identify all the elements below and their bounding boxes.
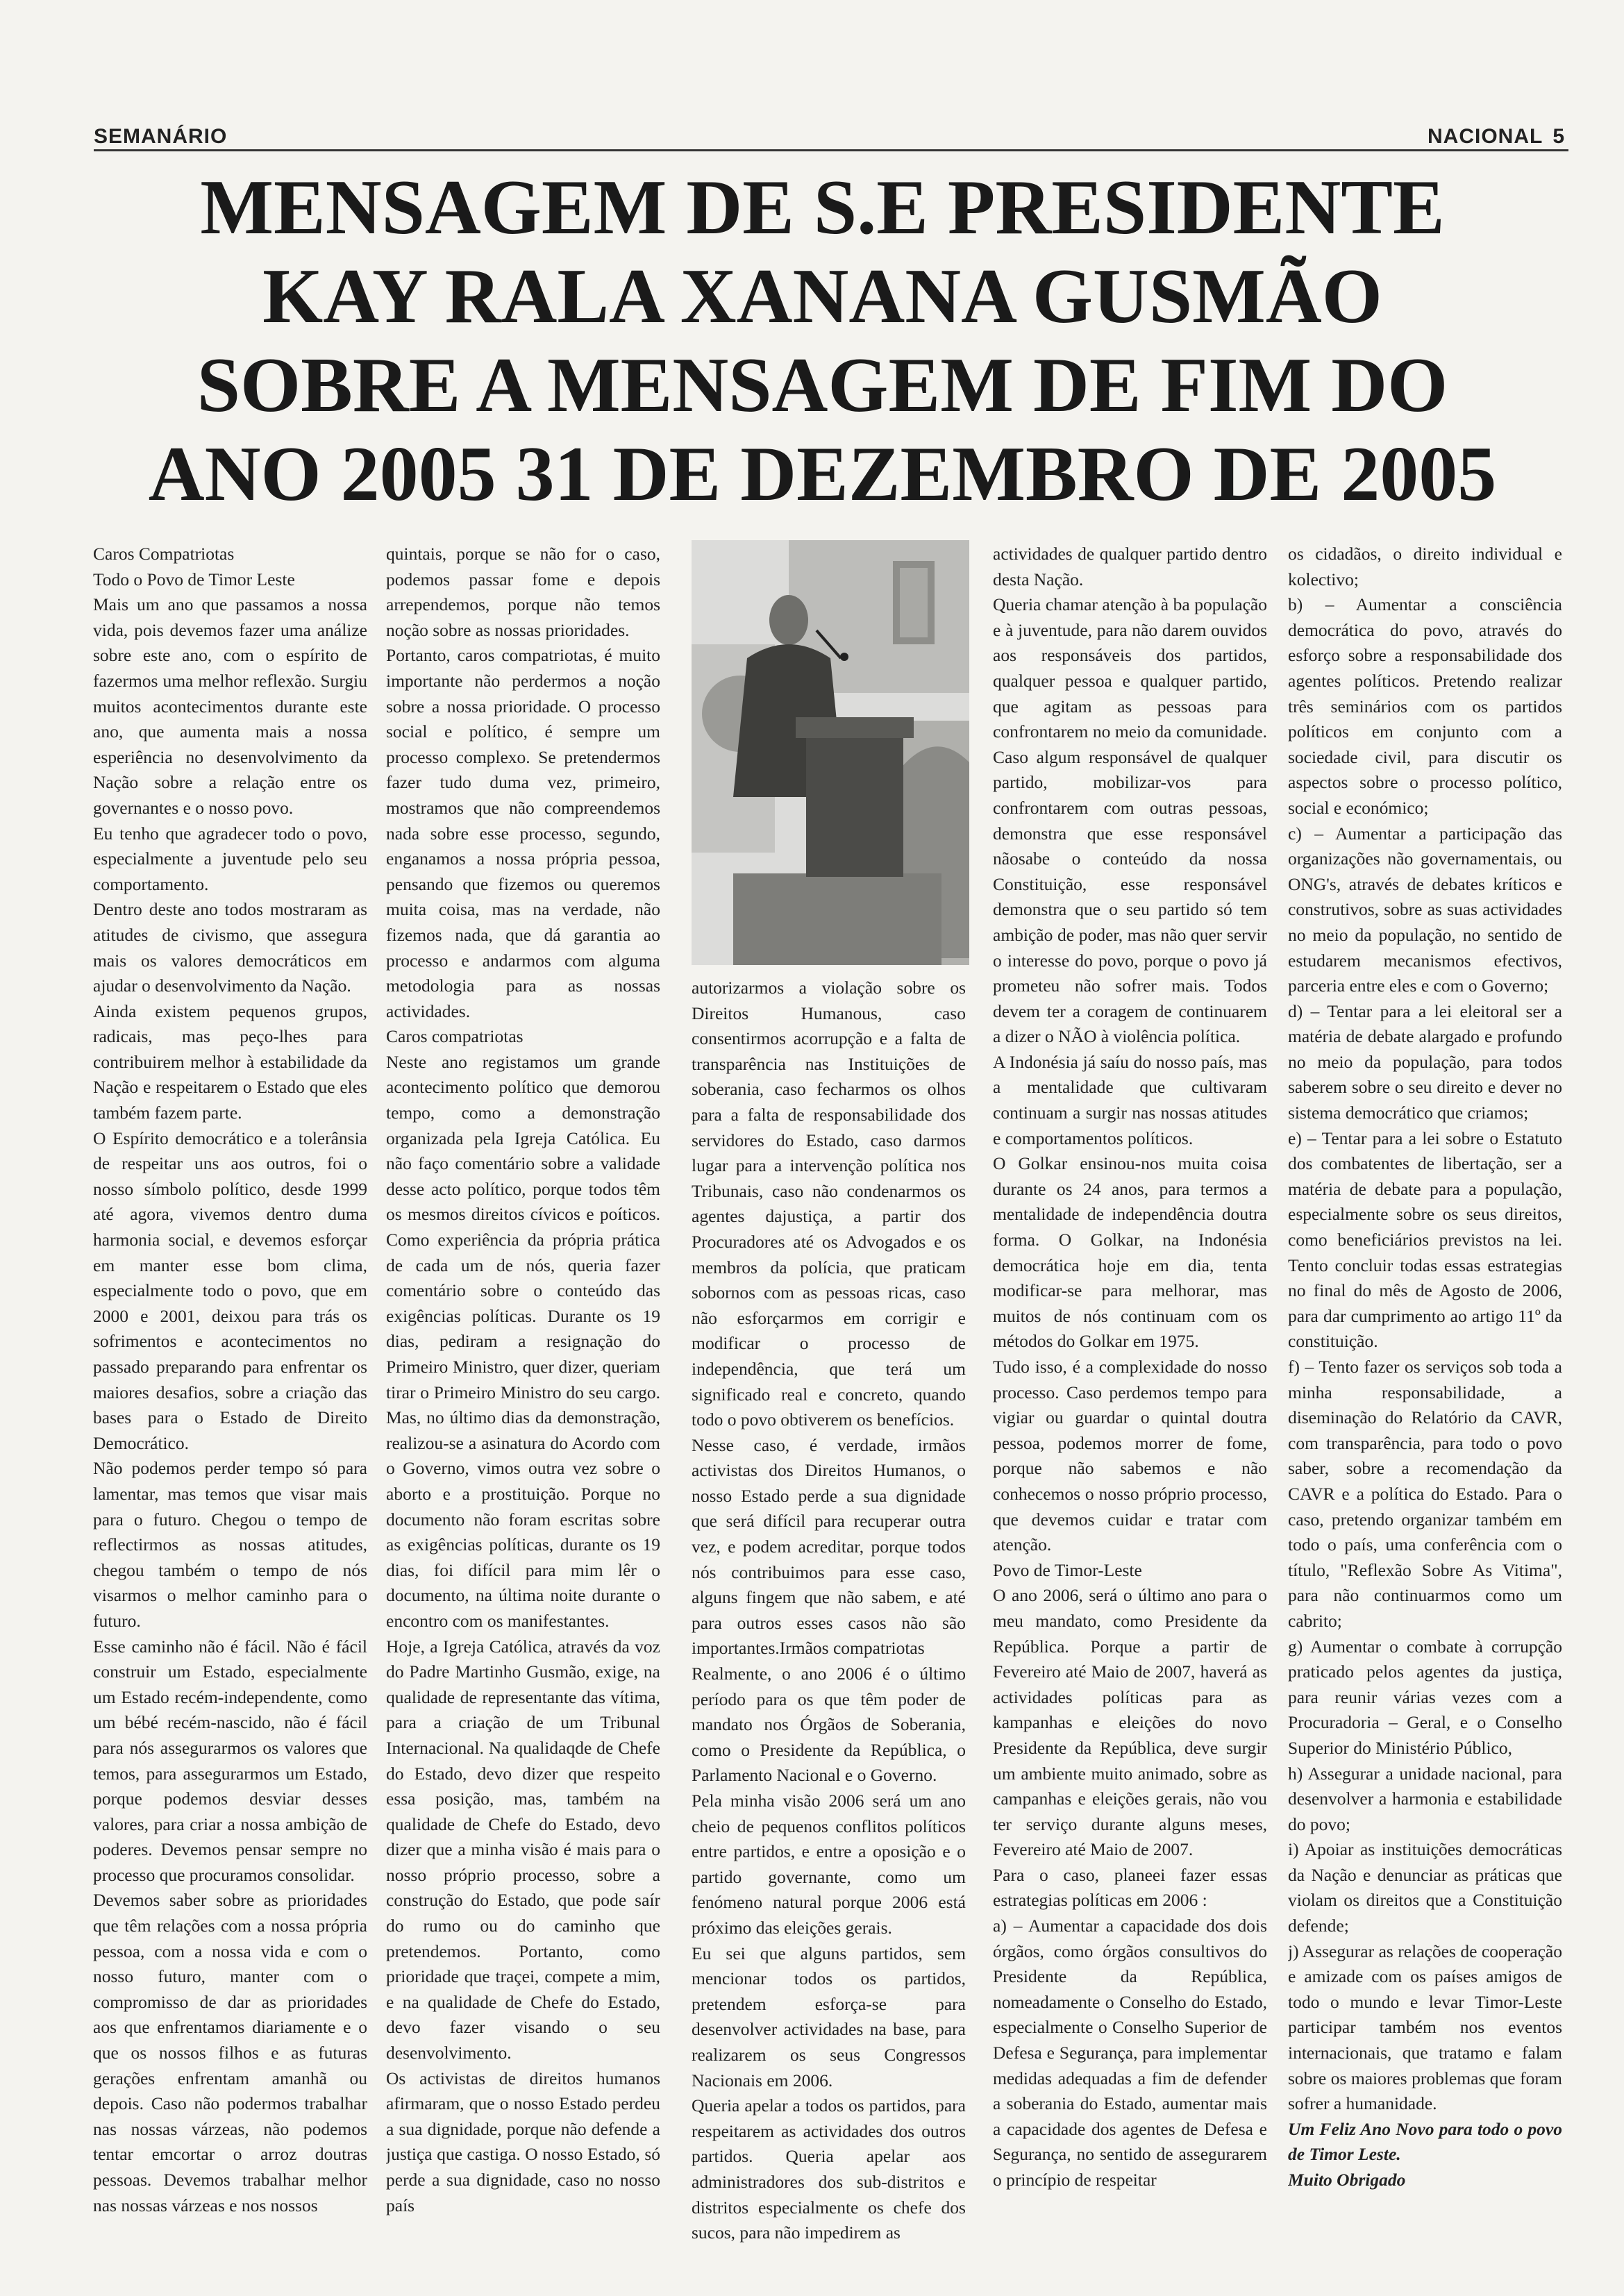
paragraph: Portanto, caros compatriotas, é muito importante não perdermos a noção sobre a nossa prioridade. O processo social e político, é sempre um processo complexo. Se pretendermos fazer tudo duma vez, primeiro, mostramos que não compreendemos nada sobre esse processo, segundo, enganamos a nossa própria pessoa, pensando que fizemos ou queremos muita coisa, mas na verdade, não fizemos nada, que dá garantia ao processo e andarmos com alguma metodologia para as nossas actividades. [386,645,660,1021]
paragraph: Caros compatriotas [386,1026,524,1047]
headline-line-4: ANO 2005 31 DE DEZEMBRO DE 2005 [148,431,1497,517]
page-number: 5 [1552,125,1565,148]
section-name-right [1428,125,1565,149]
paragraph: Ainda existem pequenos grupos, radicais, mas peço-lhes para contribuirem melhor à estabilidade da Nação e respeitarem o Estado que eles também fazem parte. [93,1000,367,1123]
paragraph: Neste ano registamos um grande acontecimento político que demorou tempo, como a demonstração organizada pela Igreja Católica. Eu não faço comentário sobre a validade desse acto político, porque todos têm os mesmos direitos cívicos e poíticos. Como experiência da própria prática de cada um de nós, queria fazer comentário sobre o conteúdo das exigências políticas. Durante os 19 dias, pediram a resignação do Primeiro Ministro, quer dizer, queriam tirar o Primeiro Ministro do seu cargo. Mas, no último dias da demonstração, realizou-se a asinatura do Acordo com o Governo, vimos outra vez sobre o aborto e a prostituição. Porque no documento não foram escritas sobre as exigências políticas, durante os 19 dias, foi difícil para mim lêr o documento, na última noite durante o encontro com os manifestantes. [386,1051,660,1631]
paragraph: Caros Compatriotas [93,544,235,564]
paragraph: Eu tenho que agradecer todo o povo, especialmente a juventude pelo seu comportamento. [93,823,367,894]
paragraph: Realmente, o ano 2006 é o último período para os que têm poder de mandato nos Órgãos de Soberania, como o Presidente da República, o Parlamento Nacional e o Governo. [692,1664,966,1786]
paragraph: Povo de Timor-Leste [993,1559,1142,1580]
paragraph: Dentro deste ano todos mostraram as atitudes de civismo, que assegura mais os valores democráticos em ajudar o desenvolvimento da Nação. [93,899,367,996]
paragraph: Devemos saber sobre as prioridades que têm relações com a nossa própria pessoa, com a nossa vida e com o nosso futuro, manter com o compromisso de dar as prioridades aos que enfrentamos diariamente e o que os nossos filhos e as futuras gerações enfrentam amanhã ou depois. Caso não podermos trabalhar nas nossas várzeas, não podemos tentar emcortar o arroz doutras pessoas. Devemos trabalhar melhor nas nossas várzeas e nos nossos [93,1890,367,2215]
paragraph: Todo o Povo de Timor Leste [93,569,295,589]
headline-line-3: SOBRE A MENSAGEM DE FIM DO [196,342,1448,428]
paragraph: quintais, porque se não for o caso, podemos passar fome e depois arrependemos, porque não temos noção sobre as nossas prioridades. [386,544,660,640]
article-column-1 [93,542,367,2256]
paragraph: os cidadãos, o direito individual e kolectivo; [1288,544,1562,589]
article-column-2 [386,542,660,2256]
paragraph: c) – Aumentar a participação das organizações não governamentais, ou ONG's, através de debates kríticos e construtivos, sobre as suas actividades no meio da população, no sentido de estudarem mecanismos efectivos, parceria entre eles e com o Governo; [1288,823,1562,996]
paragraph: Queria apelar a todos os partidos, para respeitarem as actividades dos outros partidos. Queria apelar aos administradores dos sub-distritos e distritos especialmente os chefe dos sucos, para não impedirem as [692,2095,966,2243]
paragraph: d) – Tentar para a lei eleitoral ser a matéria de debate alargado e profundo no meio da população, para todos saberem sobre o seu direito e dever no sistema democrático que criamos; [1288,1000,1562,1123]
article-column-4 [993,542,1267,2256]
paragraph: Eu sei que alguns partidos, sem mencionar todos os partidos, pretendem esforça-se para desenvolver actividades na base, para realizarem os seus Congressos Nacionais em 2006. [692,1943,966,2090]
paragraph: autorizarmos a violação sobre os Direitos Humanous, caso consentirmos acorrupção e a falta de transparência nas Instituições de soberania, caso fecharmos os olhos para a falta de responsabilidade dos servidores do Estado, caso darmos lugar para a intervenção política nos Tribunais, caso não condenarmos os agentes dajustiça, a partir dos Procuradores até os Advogados e os membros da polícia, que praticam sobornos com as pessoas ricas, caso não esforçarmos em corrigir e modificar o processo de independência, que terá um significado real e concreto, quando todo o povo obtiverem os benefícios. [692,978,966,1430]
paragraph: e) – Tentar para a lei sobre o Estatuto dos combatentes de libertação, ser a matéria de debate para a população, especialmente sobre os seus direitos, como beneficiários previstos na lei. Tento concluir todas essas estrategias no final do mês de Agosto de 2006, para dar cumprimento ao artigo 11º da constituição. [1288,1128,1562,1352]
article-column-3 [692,975,966,2267]
header-rule [94,149,1568,151]
president-speech-photo [692,540,969,965]
paragraph: a) – Aumentar a capacidade dos dois órgãos, como órgãos consultivos do Presidente da República, nomeadamente o Conselho do Estado, especialmente o Conselho Superior de Defesa e Segurança, para implementar medidas adequadas a fim de defender a soberania do Estado, aumentar mais a capacidade dos agentes de Defesa e Segurança, no sentido de assegurarem o princípio de respeitar [993,1916,1267,2190]
article-headline [76,163,1568,519]
paragraph: Tudo isso, é a complexidade do nosso processo. Caso perdemos tempo para vigiar ou guardar o quintal doutra pessoa, podemos morrer de fome, porque não sabemos e não conhecemos o nosso próprio processo, que devemos cuidar e tratar com atenção. [993,1357,1267,1555]
paragraph: O Golkar ensinou-nos muita coisa durante os 24 anos, para termos a mentalidade de independência doutra forma. O Golkar, na Indonésia democrática hoje em dia, tenta modificar-se para melhorar, mas muitos de nós continuam com os métodos do Golkar em 1975. [993,1153,1267,1352]
paragraph: b) – Aumentar a consciência democrática do povo, através do esforço sobre a responsabilidade dos agentes políticos. Pretendo realizar três seminários com os partidos políticos em conjunto com a sociedade civil, para discutir os aspectos sobre o processo político, social e económico; [1288,594,1562,818]
paragraph: j) Assegurar as relações de cooperação e amizade com os países amigos de todo o mundo e levar Timor-Leste participar também nos eventos internacionais, que tratamo e falam sobre os maiores problemas que foram sofrer a humanidade. [1288,1941,1562,2114]
paragraph: Esse caminho não é fácil. Não é fácil construir um Estado, especialmente um Estado recém-independente, como um bébé recém-nascido, não é fácil para nós assegurarmos os valores que temos, para assegurarmos um Estado, porque podemos desviar desses valores, para criar a nossa ambição de poderes. Devemos pensar sempre no processo que procuramos consolidar. [93,1636,367,1885]
paragraph: A Indonésia já saíu do nosso país, mas a mentalidade que cultivaram continuam a surgir nas nossas atitudes e comportamentos políticos. [993,1051,1267,1148]
section-label: NACIONAL [1427,125,1543,148]
paragraph: f) – Tento fazer os serviços sob toda a minha responsabilidade, a diseminação do Relatório da CAVR, com transparência, para todo o povo saber, sobre a recomendação da CAVR e a política do Estado. Para o caso, pretendo organizar também em todo o país, uma conferência com o título, "Reflexão Sobre As Vitima", para não continuarmos como um cabrito; [1288,1357,1562,1631]
headline-line-2: KAY RALA XANANA GUSMÃO [262,253,1382,340]
paragraph: i) Apoiar as instituições democráticas da Nação e denunciar as práticas que violam os direitos que a Constituição defende; [1288,1839,1562,1936]
photo-illustration [692,540,969,965]
paragraph: O Espírito democrático e a tolerânsia de respeitar uns aos outros, foi o nosso símbolo político, desde 1999 até agora, vivemos dentro duma harmonia social, e devemos esforçar em manter esse bom clima, especialmente todo o povo, que em 2000 e 2001, deixou para trás os sofrimentos e acontecimentos no passado preparando para enfrentar os maiores desafios, sobre a criação das bases para o Estado de Direito Democrático. [93,1128,367,1453]
paragraph: h) Assegurar a unidade nacional, para desenvolver a harmonia e estabilidade do povo; [1288,1763,1562,1834]
paragraph: Não podemos perder tempo só para lamentar, mas temos que visar mais para o futuro. Chegou o tempo de reflectirmos as nossas atitudes, chegou também o tempo de nós visarmos o melhor caminho para o futuro. [93,1458,367,1631]
paragraph: g) Aumentar o combate à corrupção praticado pelos agentes da justiça, para reunir várias vezes com a Procuradoria – Geral, e o Conselho Superior do Ministério Público, [1288,1636,1562,1758]
paragraph: actividades de qualquer partido dentro desta Nação. [993,544,1267,589]
headline-line-1: MENSAGEM DE S.E PRESIDENTE [200,165,1445,251]
paragraph: Nesse caso, é verdade, irmãos activistas dos Direitos Humanos, o nosso Estado perde a sua dignidade que será difícil para recuperar outra vez, e podem acreditar, porque todos nós contribuimos para esse caso, alguns fingem que não sabem, e até para outros esses casos não são importantes.Irmãos compatriotas [692,1434,966,1659]
closing-greeting: Um Feliz Ano Novo para todo o povo de Timor Leste. [1288,2118,1562,2165]
paragraph: Hoje, a Igreja Católica, através da voz do Padre Martinho Gusmão, exige, na qualidade de representante das vítima, para a criação de um Tribunal Internacional. Na qualidaqde de Chefe do Estado, devo dizer que respeito essa posição, mas, também na qualidade de Chefe do Estado, devo dizer que a minha visão é mais para o nosso próprio processo, sobre a construção do Estado, que pode saír do rumo ou do caminho que pretendemos. Portanto, como prioridade que traçei, compete a mim, e na qualidade de Chefe do Estado, devo fazer visando o seu desenvolvimento. [386,1636,660,2063]
section-name-left: SEMANÁRIO [94,125,228,148]
signoff: Muito Obrigado [1288,2170,1406,2190]
paragraph: Os activistas de direitos humanos afirmaram, que o nosso Estado perdeu a sua dignidade, porque não defende a justiça que castiga. O nosso Estado, só perde a sua dignidade, caso no nosso país [386,2068,660,2215]
paragraph: Para o caso, planeei fazer essas estrategias políticas em 2006 : [993,1864,1267,1911]
paragraph: O ano 2006, será o último ano para o meu mandato, como Presidente da República. Porque a partir de Fevereiro até Maio de 2007, haverá as actividades políticas para as kampanhas e eleições do novo Presidente da República, deve surgir um ambiente muito animado, sobre as campanhas e eleições gerais, não vou ter serviço durante alguns meses, Fevereiro até Maio de 2007. [993,1585,1267,1860]
article-column-5 [1288,542,1562,2256]
paragraph: Pela minha visão 2006 será um ano cheio de pequenos conflitos políticos entre partidos, e entre a oposição e o partido governante, como um fenómeno natural porque 2006 está próximo das eleições gerais. [692,1791,966,1938]
paragraph: Mais um ano que passamos a nossa vida, pois devemos fazer uma análize sobre este ano, com o espírito de fazermos uma melhor reflexão. Surgiu muitos acontecimentos durante este ano, que aumenta mais a nossa esperiência no desenvolvimento da Nação sobre a relação entre os governantes e o nosso povo. [93,594,367,818]
paragraph: Queria chamar atenção à ba população e à juventude, para não darem ouvidos aos responsáveis dos partidos, qualquer pessoa e qualquer partido, que agitam as pessoas para confrontarem no meio da comunidade. Caso algum responsável de qualquer partido, mobilizar-vos para confrontarem com outras pessoas, demonstra que esse responsável nãosabe o conteúdo da nossa Constituição, esse responsável demonstra que o seu partido só tem ambição de poder, mas não quer servir o interesse do povo, porque o povo já prometeu não sofrer mais. Todos devem ter a coragem de continuarem a dizer o NÃO à violência política. [993,594,1267,1047]
